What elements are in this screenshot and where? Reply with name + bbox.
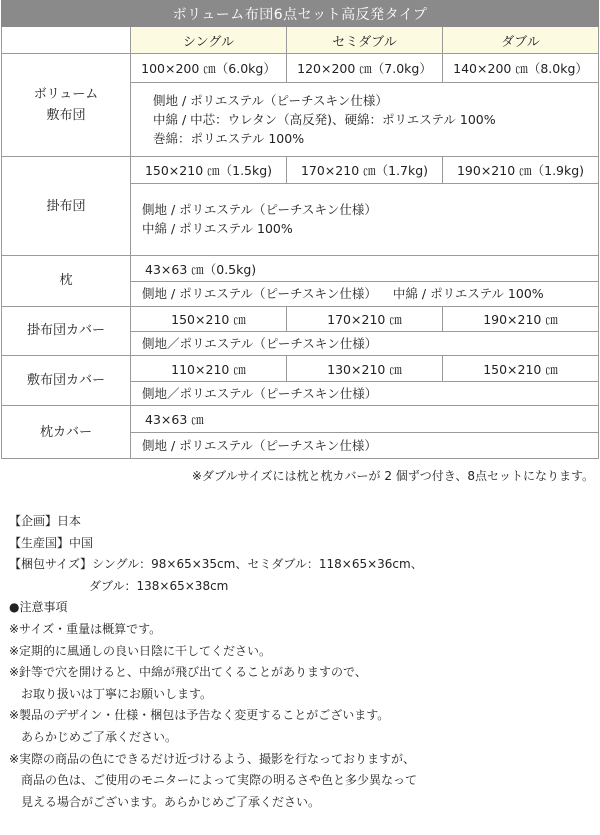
double-size-note: ※ダブルサイズには枕と枕カバーが 2 個ずつ付き、8点セットになります。 <box>191 469 594 483</box>
size-cell: 150×210 ㎝ <box>443 356 599 382</box>
row-label-makura-cover: 枕カバー <box>2 406 131 459</box>
row-label-line: ボリューム <box>33 87 99 103</box>
material-line: 巻綿：ポリエステル 100% <box>153 131 305 146</box>
material-cell <box>131 183 599 256</box>
size-cell: 140×200 ㎝（8.0kg） <box>443 54 599 82</box>
material-cell <box>131 82 599 157</box>
row-label-kakebuton: 掛布団 <box>2 157 131 256</box>
size-cell: 130×210 ㎝ <box>287 356 443 382</box>
header-single: シングル <box>131 27 287 54</box>
row-label-kake-cover: 掛布団カバー <box>2 306 131 355</box>
caution-item-cont: 見える場合がございます。あらかじめご了承ください。 <box>21 794 321 809</box>
material-filling: 中綿 / ポリエステル 100% <box>392 286 544 302</box>
caution-item-cont: 商品の色は、ご使用のモニターによって実際の明るさや色と多少異なって <box>21 773 418 788</box>
package-size-line: ダブル：138×65×38cm <box>89 578 229 593</box>
material-line: 側地 / ポリエステル（ピーチスキン仕様） <box>153 93 388 108</box>
size-cell: 100×200 ㎝（6.0kg） <box>131 54 287 82</box>
spec-table <box>1 0 599 459</box>
header-blank-cell <box>2 27 131 54</box>
planning-line: 【企画】日本 <box>9 514 82 528</box>
caution-item: ※製品のデザイン・仕様・梱包は予告なく変更することがございます。 <box>9 708 390 723</box>
header-double: ダブル <box>443 27 599 54</box>
material-cell <box>131 282 599 306</box>
size-cell: 190×210 ㎝（1.9kg) <box>443 157 599 183</box>
size-cell: 170×210 ㎝ <box>287 306 443 331</box>
size-cell: 150×210 ㎝ <box>131 306 287 331</box>
row-label-shiki-cover: 敷布団カバー <box>2 356 131 406</box>
size-cell: 170×210 ㎝（1.7kg) <box>287 157 443 183</box>
material-line: 中綿 / 中芯：ウレタン（高反発)、硬綿：ポリエステル 100% <box>153 112 496 127</box>
caution-item-cont: お取り扱いは丁寧にお願いします。 <box>21 686 213 701</box>
row-label-line: 敷布団 <box>46 108 86 124</box>
material-cell: 側地 / ポリエステル（ピーチスキン仕様） <box>131 432 599 458</box>
caution-title: ●注意事項 <box>9 600 68 615</box>
header-semi-double: セミダブル <box>287 27 443 54</box>
package-size-line: 【梱包サイズ】シングル：98×65×35cm、セミダブル：118×65×36cm、 <box>9 557 423 572</box>
caution-item: ※サイズ・重量は概算です。 <box>9 621 162 636</box>
size-cell: 43×63 ㎝（0.5kg) <box>131 256 599 282</box>
caution-item: ※実際の商品の色にできるだけ近づけるよう、撮影を行なっておりますが、 <box>9 751 416 766</box>
table-title: ボリューム布団6点セット高反発タイプ <box>2 1 599 27</box>
size-cell: 120×200 ㎝（7.0kg） <box>287 54 443 82</box>
material-line: 側地 / ポリエステル（ピーチスキン仕様） <box>142 202 377 218</box>
caution-item: ※定期的に風通しの良い日陰に干してください。 <box>9 643 272 658</box>
caution-item: ※針等で穴を開けると、中綿が飛び出てくることがありますので、 <box>9 665 367 680</box>
product-info <box>9 511 594 813</box>
caution-item-cont: あらかじめご了承ください。 <box>21 729 178 744</box>
row-label-makura: 枕 <box>2 256 131 306</box>
size-cell: 190×210 ㎝ <box>443 306 599 331</box>
size-cell: 43×63 ㎝ <box>131 406 599 432</box>
size-cell: 150×210 ㎝（1.5kg) <box>131 157 287 183</box>
row-label-volume-shikibuton <box>2 54 131 157</box>
material-cell: 側地／ポリエステル（ピーチスキン仕様） <box>131 382 599 406</box>
material-cell: 側地／ポリエステル（ピーチスキン仕様） <box>131 331 599 355</box>
size-cell: 110×210 ㎝ <box>131 356 287 382</box>
production-line: 【生産国】中国 <box>9 535 94 550</box>
material-line: 中綿 / ポリエステル 100% <box>142 221 293 237</box>
material-outer: 側地 / ポリエステル（ピーチスキン仕様） <box>142 286 377 302</box>
